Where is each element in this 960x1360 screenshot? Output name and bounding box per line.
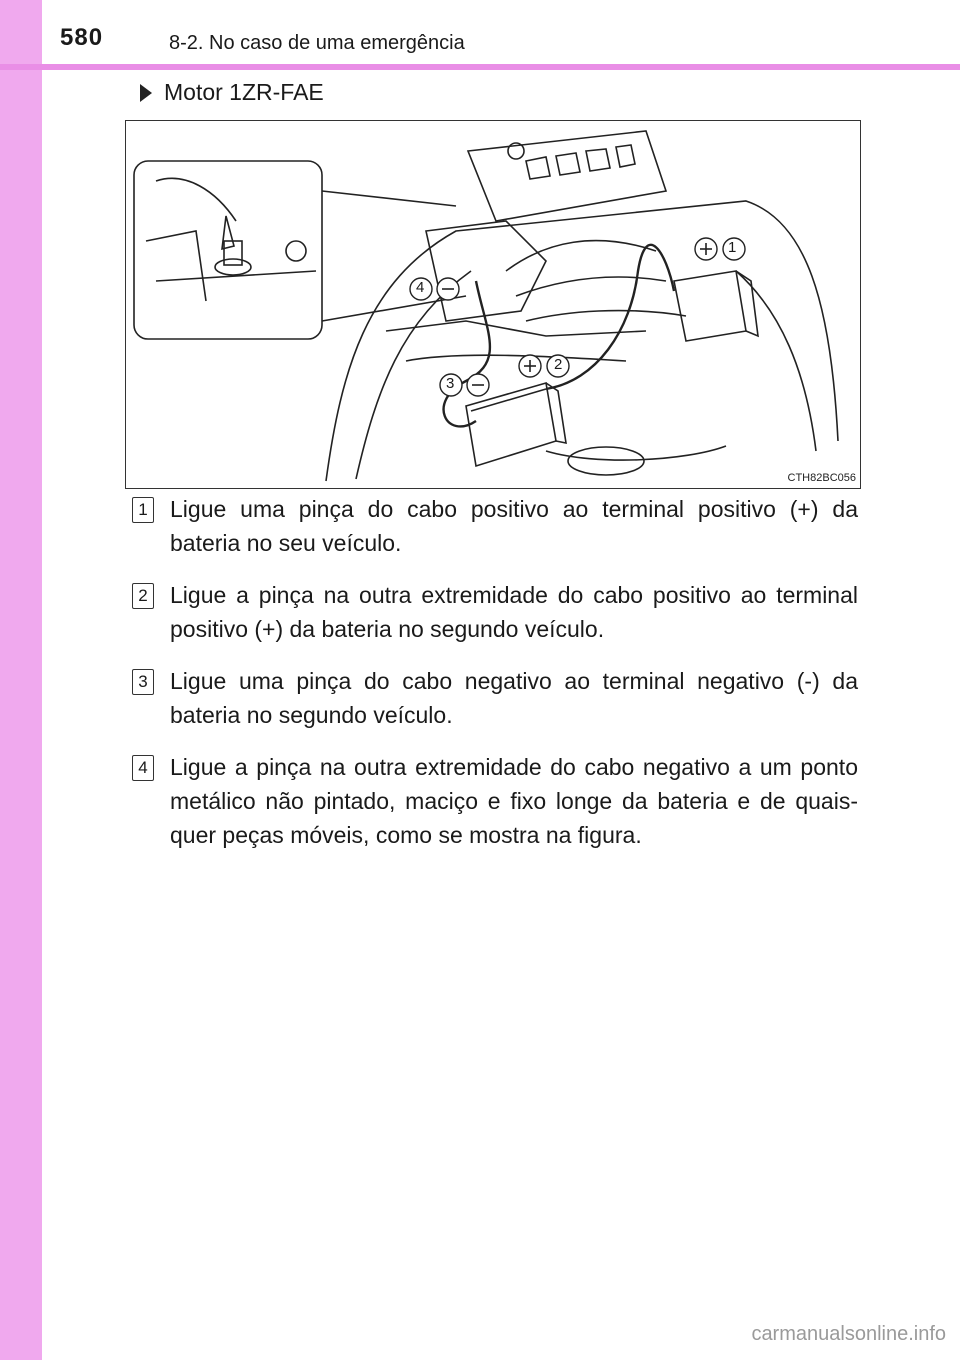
step-text: Ligue uma pinça do cabo negativo ao terminal negativo (-) da bateria no segundo veículo. <box>170 668 858 728</box>
engine-jump-start-illustration <box>125 120 861 489</box>
figure-code: CTH82BC056 <box>787 472 856 484</box>
step-number: 4 <box>132 755 154 781</box>
page-number: 580 <box>60 24 104 51</box>
step-item <box>132 664 858 732</box>
subheading <box>140 79 324 106</box>
step-text: Ligue uma pinça do cabo positivo ao terminal positivo (+) da bateria no seu veículo. <box>170 496 858 556</box>
step-item <box>132 492 858 560</box>
watermark: carmanualsonline.info <box>751 1323 946 1345</box>
step-number: 2 <box>132 583 154 609</box>
section-title: 8-2. No caso de uma emergência <box>169 32 465 54</box>
step-number: 3 <box>132 669 154 695</box>
subheading-text: Motor 1ZR-FAE <box>164 79 324 105</box>
step-item <box>132 750 858 852</box>
step-text: Ligue a pinça na outra extremidade do cabo positivo ao terminal positivo (+) da bateria no segundo veículo. <box>170 582 858 642</box>
step-number: 1 <box>132 497 154 523</box>
step-item <box>132 578 858 646</box>
callout-2: 2 <box>554 356 563 373</box>
step-list <box>132 492 858 870</box>
step-text: Ligue a pinça na outra extremidade do cabo negativo a um ponto metálico não pintado, maciço e fixo longe da bateria e de quais-quer peças móveis, como se mostra na figura. <box>170 754 858 848</box>
triangle-bullet-icon <box>140 84 152 102</box>
callout-1: 1 <box>728 239 737 256</box>
engine-bay-drawing <box>126 121 860 488</box>
callout-3: 3 <box>446 375 455 392</box>
side-color-band <box>0 0 42 1360</box>
header-rule <box>0 64 960 70</box>
callout-4: 4 <box>416 279 425 296</box>
